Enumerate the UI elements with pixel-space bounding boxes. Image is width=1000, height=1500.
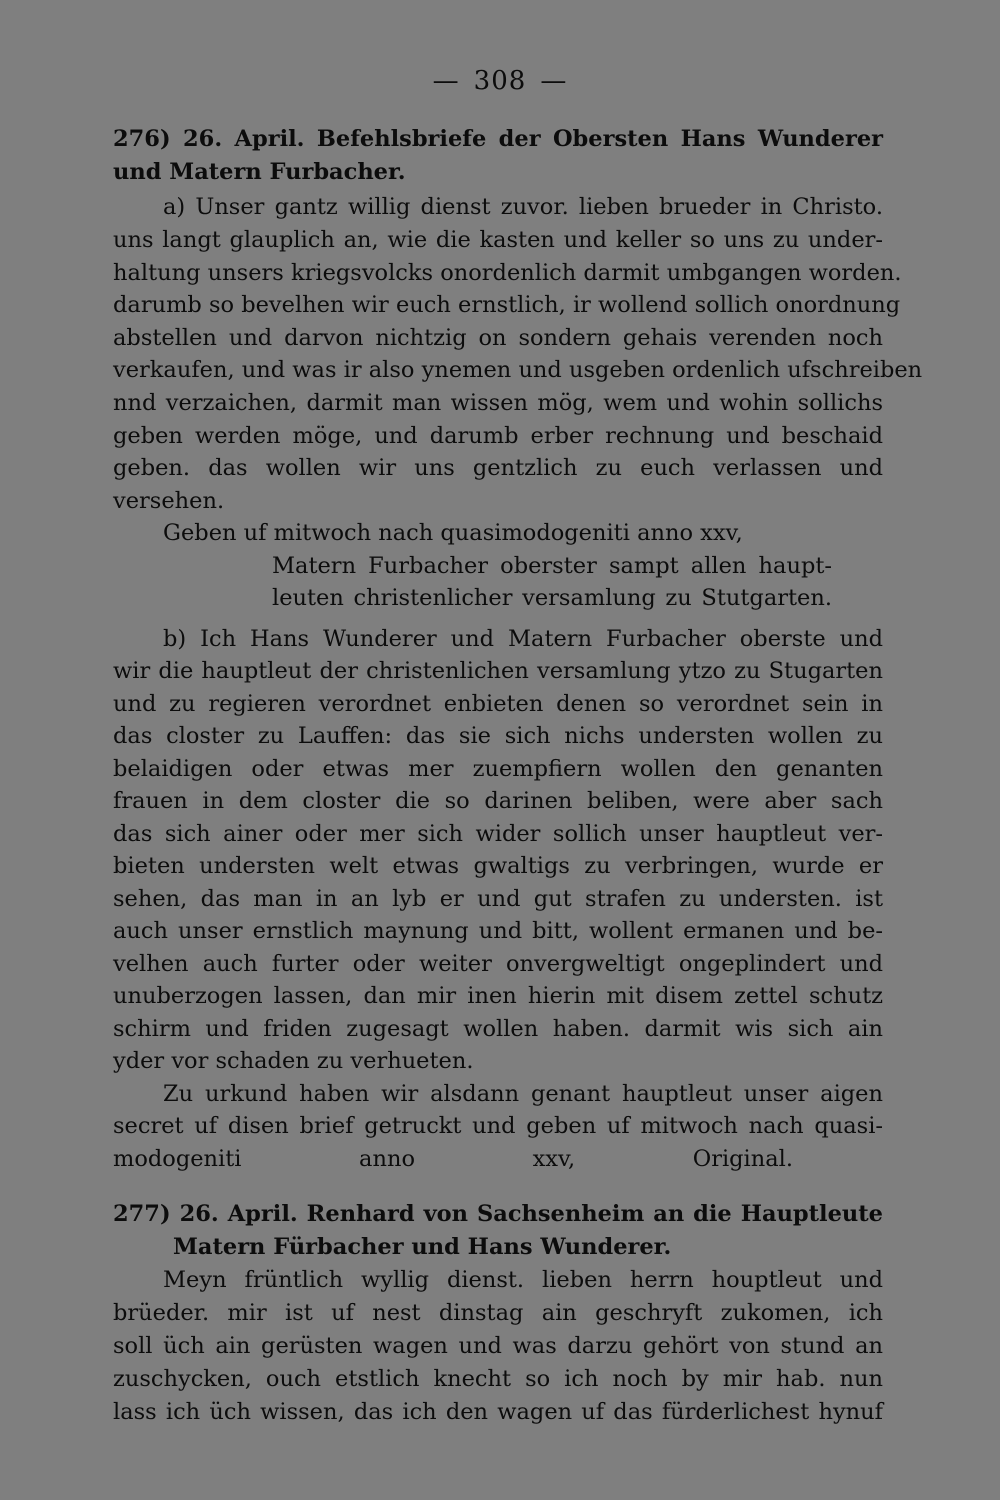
- text-line: Geben uf mitwoch nach quasimodogeniti anno xxv,: [163, 520, 743, 546]
- text-line: 276) 26. April. Befehlsbriefe der Obersten Hans Wunderer: [113, 126, 883, 152]
- text-line: schirm und friden zugesagt wollen haben. darmit wis sich ain: [113, 1016, 883, 1042]
- page-number: 308: [473, 66, 527, 96]
- text-line: a) Unser gantz willig dienst zuvor. lieben brueder in Christo.: [163, 194, 883, 220]
- text-line: geben. das wollen wir uns gentzlich zu euch verlassen und: [113, 455, 883, 481]
- text-line: auch unser ernstlich maynung und bitt, wollent ermanen und be-: [113, 918, 883, 944]
- text-line: brüeder. mir ist uf nest dinstag ain geschryft zukomen, ich: [113, 1300, 883, 1326]
- text-line: bieten understen welt etwas gwaltigs zu verbringen, wurde er: [113, 853, 883, 879]
- text-line: das closter zu Lauffen: das sie sich nichs understen wollen zu: [113, 723, 883, 749]
- text-line: Meyn früntlich wyllig dienst. lieben herrn houptleut und: [163, 1267, 883, 1293]
- text-line: und zu regieren verordnet enbieten denen so verordnet sein in: [113, 691, 883, 717]
- text-line: secret uf disen brief getruckt und geben uf mitwoch nach quasi-: [113, 1113, 883, 1139]
- text-line: geben werden möge, und darumb erber rechnung und beschaid: [113, 423, 883, 449]
- text-line: b) Ich Hans Wunderer und Matern Furbacher oberste und: [163, 626, 883, 652]
- text-line: haltung unsers kriegsvolcks onordenlich darmit umbgangen worden.: [113, 260, 902, 286]
- dash-left: —: [432, 66, 460, 96]
- page-number-line: [0, 66, 1000, 96]
- dash-right: —: [540, 66, 568, 96]
- text-line: verkaufen, und was ir also ynemen und usgeben ordenlich ufschreiben: [113, 357, 923, 383]
- text-line: belaidigen oder etwas mer zuempfiern wollen den genanten: [113, 756, 883, 782]
- text-line: versehen.: [113, 488, 225, 514]
- text-line: Matern Fürbacher und Hans Wunderer.: [173, 1234, 672, 1260]
- text-line: Zu urkund haben wir alsdann genant hauptleut unser aigen: [163, 1081, 883, 1107]
- text-line: yder vor schaden zu verhueten.: [113, 1048, 474, 1074]
- text-line: das sich ainer oder mer sich wider sollich unser hauptleut ver-: [113, 821, 883, 847]
- text-line: 277) 26. April. Renhard von Sachsenheim an die Hauptleute: [113, 1201, 883, 1227]
- text-line: frauen in dem closter die so darinen beliben, were aber sach: [113, 788, 883, 814]
- text-line: darumb so bevelhen wir euch ernstlich, ir wollend sollich onordnung: [113, 292, 901, 318]
- text-line: zuschycken, ouch etstlich knecht so ich noch by mir hab. nun: [113, 1366, 883, 1392]
- text-line: lass ich üch wissen, das ich den wagen uf das fürderlichest hynuf: [113, 1399, 883, 1425]
- text-line: uns langt glauplich an, wie die kasten und keller so uns zu under-: [113, 227, 883, 253]
- text-line: sehen, das man in an lyb er und gut strafen zu understen. ist: [113, 886, 883, 912]
- text-line: wir die hauptleut der christenlichen versamlung ytzo zu Stugarten: [113, 658, 883, 684]
- text-line: velhen auch furter oder weiter onvergweltigt ongeplindert und: [113, 951, 883, 977]
- text-line: und Matern Furbacher.: [113, 159, 406, 185]
- text-line: modogeniti anno xxv, Original.: [113, 1146, 793, 1172]
- text-line: unuberzogen lassen, dan mir inen hierin mit disem zettel schutz: [113, 983, 883, 1009]
- text-line: nnd verzaichen, darmit man wissen mög, wem und wohin sollichs: [113, 390, 883, 416]
- text-line: leuten christenlicher versamlung zu Stutgarten.: [272, 585, 832, 611]
- text-line: soll üch ain gerüsten wagen und was darzu gehört von stund an: [113, 1333, 883, 1359]
- text-line: abstellen und darvon nichtzig on sondern gehais verenden noch: [113, 325, 883, 351]
- text-line: Matern Furbacher oberster sampt allen haupt-: [272, 553, 832, 579]
